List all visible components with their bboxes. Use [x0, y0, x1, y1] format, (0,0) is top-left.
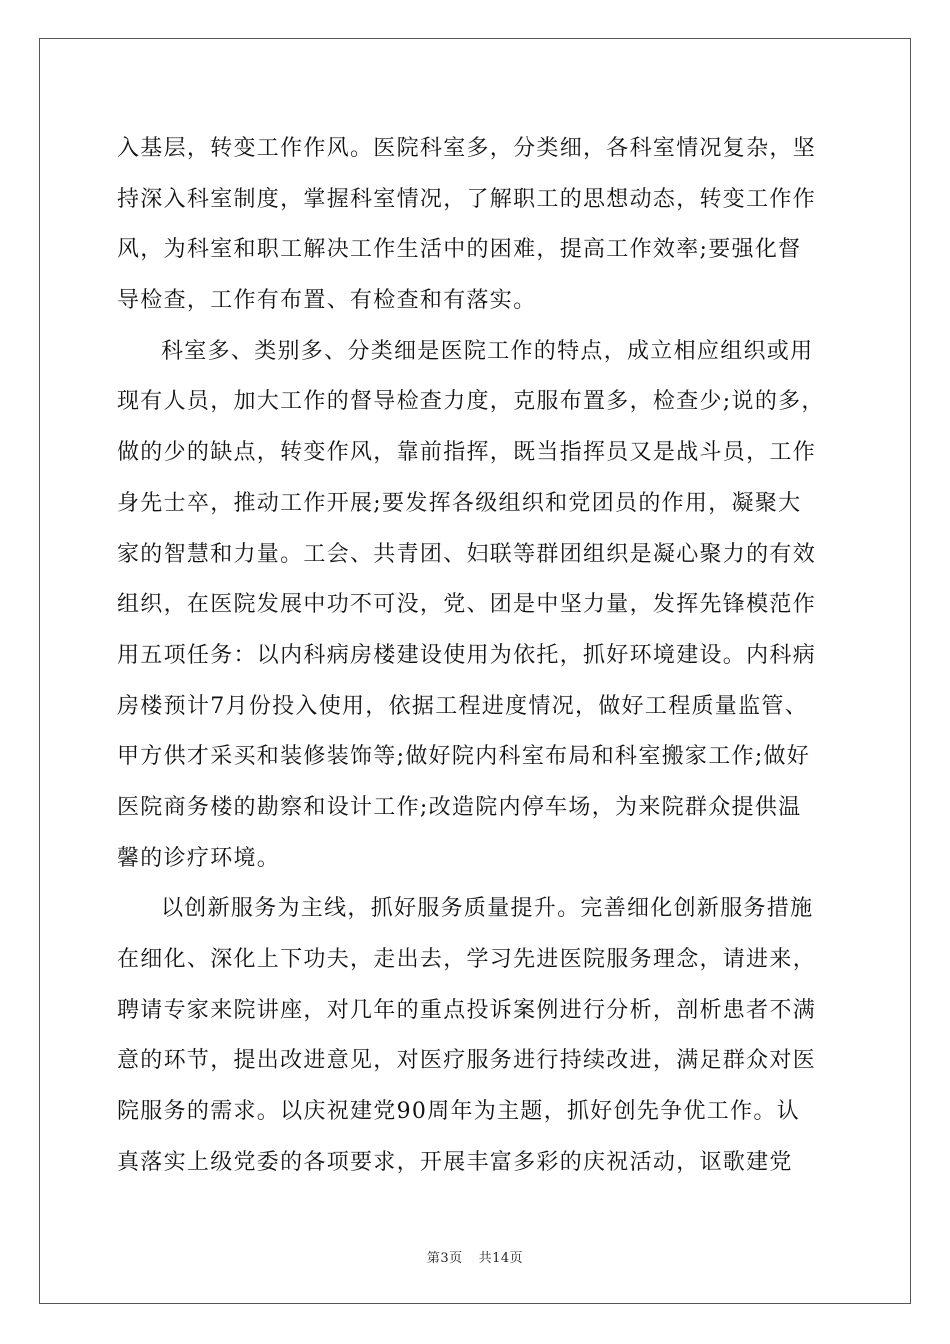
text-line: 医院商务楼的勘察和设计工作;改造院内停车场，为来院群众提供温	[117, 794, 802, 820]
text-line: 以创新服务为主线，抓好服务质量提升。完善细化创新服务措施	[161, 896, 814, 922]
text-line: 导检查，工作有布置、有检查和有落实。	[117, 288, 537, 314]
text-line: 馨的诊疗环境。	[117, 845, 281, 871]
page-total: 共14页	[478, 1251, 524, 1266]
text-line: 真落实上级党委的各项要求，开展丰富多彩的庆祝活动，讴歌建党	[117, 1149, 793, 1175]
text-line: 院服务的需求。以庆祝建党90周年为主题，抓好创先争优工作。认	[117, 1099, 800, 1125]
text-line: 持深入科室制度，掌握科室情况，了解职工的思想动态，转变工作作	[117, 186, 817, 212]
text-line: 聘请专家来院讲座，对几年的重点投诉案例进行分析，剖析患者不满	[117, 997, 817, 1023]
text-line: 科室多、类别多、分类细是医院工作的特点，成立相应组织或用	[161, 338, 814, 364]
text-line: 家的智慧和力量。工会、共青团、妇联等群团组织是凝心聚力的有效	[117, 541, 817, 567]
text-line: 现有人员，加大工作的督导检查力度，克服布置多，检查少;说的多，	[117, 389, 825, 415]
text-line: 做的少的缺点，转变作风，靠前指挥，既当指挥员又是战斗员，工作	[117, 440, 817, 466]
text-line: 入基层，转变工作作风。医院科室多，分类细，各科室情况复杂，坚	[117, 136, 817, 161]
text-line: 甲方供才采买和装修装饰等;做好院内科室布局和科室搬家工作;做好	[117, 744, 811, 770]
page-footer	[0, 1247, 950, 1266]
text-line: 组织，在医院发展中功不可没，党、团是中坚力量，发挥先锋模范作	[117, 592, 817, 618]
page-number: 第3页	[426, 1251, 463, 1266]
text-line: 用五项任务：以内科病房楼建设使用为依托，抓好环境建设。内科病	[117, 642, 817, 668]
text-line: 房楼预计7月份投入使用，依据工程进度情况，做好工程质量监管、	[117, 693, 808, 719]
text-line: 意的环节，提出改进意见，对医疗服务进行持续改进，满足群众对医	[117, 1048, 817, 1074]
text-line: 风，为科室和职工解决工作生活中的困难，提高工作效率;要强化督	[117, 237, 802, 263]
text-line: 身先士卒，推动工作开展;要发挥各级组织和党团员的作用，凝聚大	[117, 490, 802, 516]
document-body	[117, 124, 837, 1188]
text-line: 在细化、深化上下功夫，走出去，学习先进医院服务理念，请进来，	[117, 947, 817, 972]
